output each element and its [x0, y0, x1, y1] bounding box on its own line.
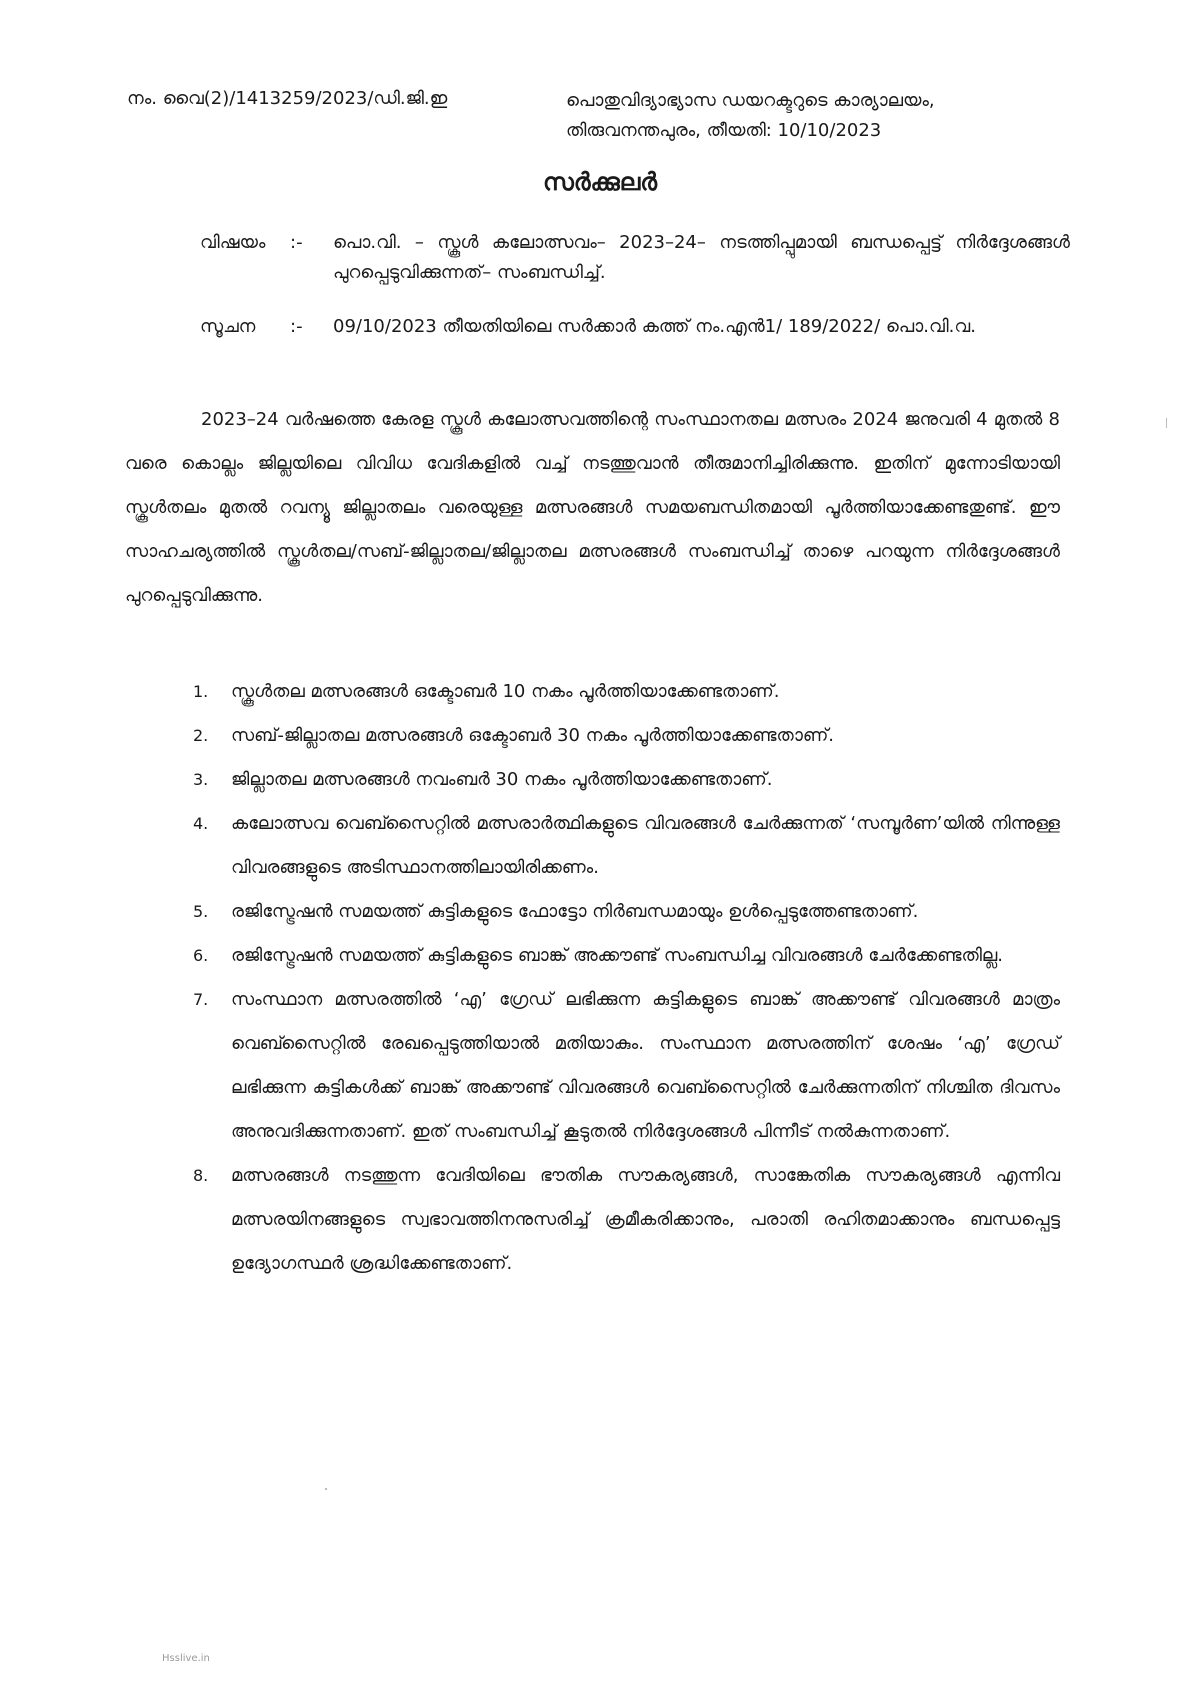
document-title: സർക്കുലർ: [542, 168, 658, 196]
list-item: [193, 758, 1060, 802]
reference-label: സൂചന: [200, 316, 256, 337]
list-item-text: ജില്ലാതല മത്സരങ്ങൾ നവംബർ 30 നകം പൂർത്തിയാക്കേണ്ടതാണ്.: [231, 769, 773, 790]
subject-row: [200, 228, 1070, 288]
list-item-number: 7.: [193, 990, 209, 1009]
list-item-text: രജിസ്ട്രേഷൻ സമയത്ത് കുട്ടികളുടെ ഫോട്ടോ നിർബന്ധമായും ഉൾപ്പെടുത്തേണ്ടതാണ്.: [231, 901, 919, 922]
list-item-text: കലോത്സവ വെബ്സൈറ്റിൽ മത്സരാർത്ഥികളുടെ വിവരങ്ങൾ ചേർക്കുന്നത് ‘സമ്പൂർണ’യിൽ നിന്നുള്ള വിവരങ്ങളുടെ അടിസ്ഥാനത്തിലായിരിക്കണം.: [231, 813, 1060, 878]
reference-row: [200, 312, 1070, 342]
list-item-number: 6.: [193, 946, 209, 965]
list-item-text: സംസ്ഥാന മത്സരത്തിൽ ‘എ’ ഗ്രേഡ് ലഭിക്കുന്ന കുട്ടികളുടെ ബാങ്ക് അക്കൗണ്ട് വിവരങ്ങൾ മാത്രം വെബ്സൈറ്റിൽ രേഖപ്പെടുത്തിയാൽ മതിയാകും. സംസ്ഥാന മത്സരത്തിന് ശേഷം ‘എ’ ഗ്രേഡ് ലഭിക്കുന്ന കുട്ടികൾക്ക് ബാങ്ക് അക്കൗണ്ട് വിവരങ്ങൾ വെബ്സൈറ്റിൽ ചേർക്കുന്നതിന് നിശ്ചിത ദിവസം അനുവദിക്കുന്നതാണ്. ഇത് സംബന്ധിച്ച് കൂടുതൽ നിർദ്ദേശങ്ങൾ പിന്നീട് നൽകുന്നതാണ്.: [231, 989, 1060, 1142]
list-item-number: 3.: [193, 770, 209, 789]
list-item: [193, 714, 1060, 758]
list-item: [193, 670, 1060, 714]
subject-label: വിഷയം: [200, 232, 266, 253]
subject-separator: :-: [290, 232, 303, 253]
list-item-number: 4.: [193, 814, 209, 833]
subject-text: പൊ.വി. – സ്കൂൾ കലോത്സവം– 2023–24– നടത്തിപ്പുമായി ബന്ധപ്പെട്ട് നിർദ്ദേശങ്ങൾ പുറപ്പെടുവിക്കുന്നത്– സംബന്ധിച്ച്.: [333, 232, 1070, 283]
list-item-text: സ്കൂൾതല മത്സരങ്ങൾ ഒക്ടോബർ 10 നകം പൂർത്തിയാക്കേണ്ടതാണ്.: [231, 681, 780, 702]
list-item-text: സബ്-ജില്ലാതല മത്സരങ്ങൾ ഒക്ടോബർ 30 നകം പൂർത്തിയാക്കേണ്ടതാണ്.: [231, 725, 835, 746]
reference-separator: :-: [290, 316, 303, 337]
file-reference-number: നം. വൈ(2)/1413259/2023/ഡി.ജി.ഇ: [127, 88, 448, 109]
list-item: [193, 978, 1060, 1154]
instruction-list: [193, 670, 1060, 1286]
list-item-text: രജിസ്ട്രേഷൻ സമയത്ത് കുട്ടികളുടെ ബാങ്ക് അക്കൗണ്ട് സംബന്ധിച്ച വിവരങ്ങൾ ചേർക്കേണ്ടതില്ല.: [231, 945, 1003, 966]
list-item-text: മത്സരങ്ങൾ നടത്തുന്ന വേദിയിലെ ഭൗതിക സൗകര്യങ്ങൾ, സാങ്കേതിക സൗകര്യങ്ങൾ എന്നിവ മത്സരയിനങ്ങളുടെ സ്വഭാവത്തിനനുസരിച്ച് ക്രമീകരിക്കാനും, പരാതി രഹിതമാക്കാനും ബന്ധപ്പെട്ട ഉദ്യോഗസ്ഥർ ശ്രദ്ധിക്കേണ്ടതാണ്.: [231, 1165, 1060, 1274]
list-item: [193, 890, 1060, 934]
list-item-number: 1.: [193, 682, 209, 701]
reference-text: 09/10/2023 തീയതിയിലെ സർക്കാർ കത്ത് നം.എൻ1/ 189/2022/ പൊ.വി.വ.: [333, 316, 976, 337]
body-paragraph: 2023–24 വർഷത്തെ കേരള സ്കൂൾ കലോത്സവത്തിന്റെ സംസ്ഥാനതല മത്സരം 2024 ജനുവരി 4 മുതൽ 8 വരെ കൊല്ലം ജില്ലയിലെ വിവിധ വേദികളിൽ വച്ച് നടത്തുവാൻ തീരുമാനിച്ചിരിക്കുന്നു. ഇതിന് മുന്നോടിയായി സ്കൂൾതലം മുതൽ റവന്യൂ ജില്ലാതലം വരെയുള്ള മത്സരങ്ങൾ സമയബന്ധിതമായി പൂർത്തിയാക്കേണ്ടതുണ്ട്. ഈ സാഹചര്യത്തിൽ സ്കൂൾതല/സബ്-ജില്ലാതല/ജില്ലാതല മത്സരങ്ങൾ സംബന്ധിച്ച് താഴെ പറയുന്ന നിർദ്ദേശങ്ങൾ പുറപ്പെടുവിക്കുന്നു.: [125, 409, 1060, 606]
footer-watermark: Hsslive.in: [162, 1653, 210, 1664]
scan-mark: [1166, 418, 1167, 428]
place-and-date: തിരുവനന്തപുരം, തീയതി: 10/10/2023: [566, 120, 882, 141]
list-item-number: 2.: [193, 726, 209, 745]
list-item: [193, 1154, 1060, 1286]
list-item-number: 8.: [193, 1166, 209, 1185]
list-item: [193, 802, 1060, 890]
list-item-number: 5.: [193, 902, 209, 921]
office-name: പൊതുവിദ്യാഭ്യാസ ഡയറക്ടറുടെ കാര്യാലയം,: [566, 90, 935, 111]
scan-speck: [325, 1488, 327, 1490]
issuing-office: [566, 86, 935, 146]
list-item: [193, 934, 1060, 978]
